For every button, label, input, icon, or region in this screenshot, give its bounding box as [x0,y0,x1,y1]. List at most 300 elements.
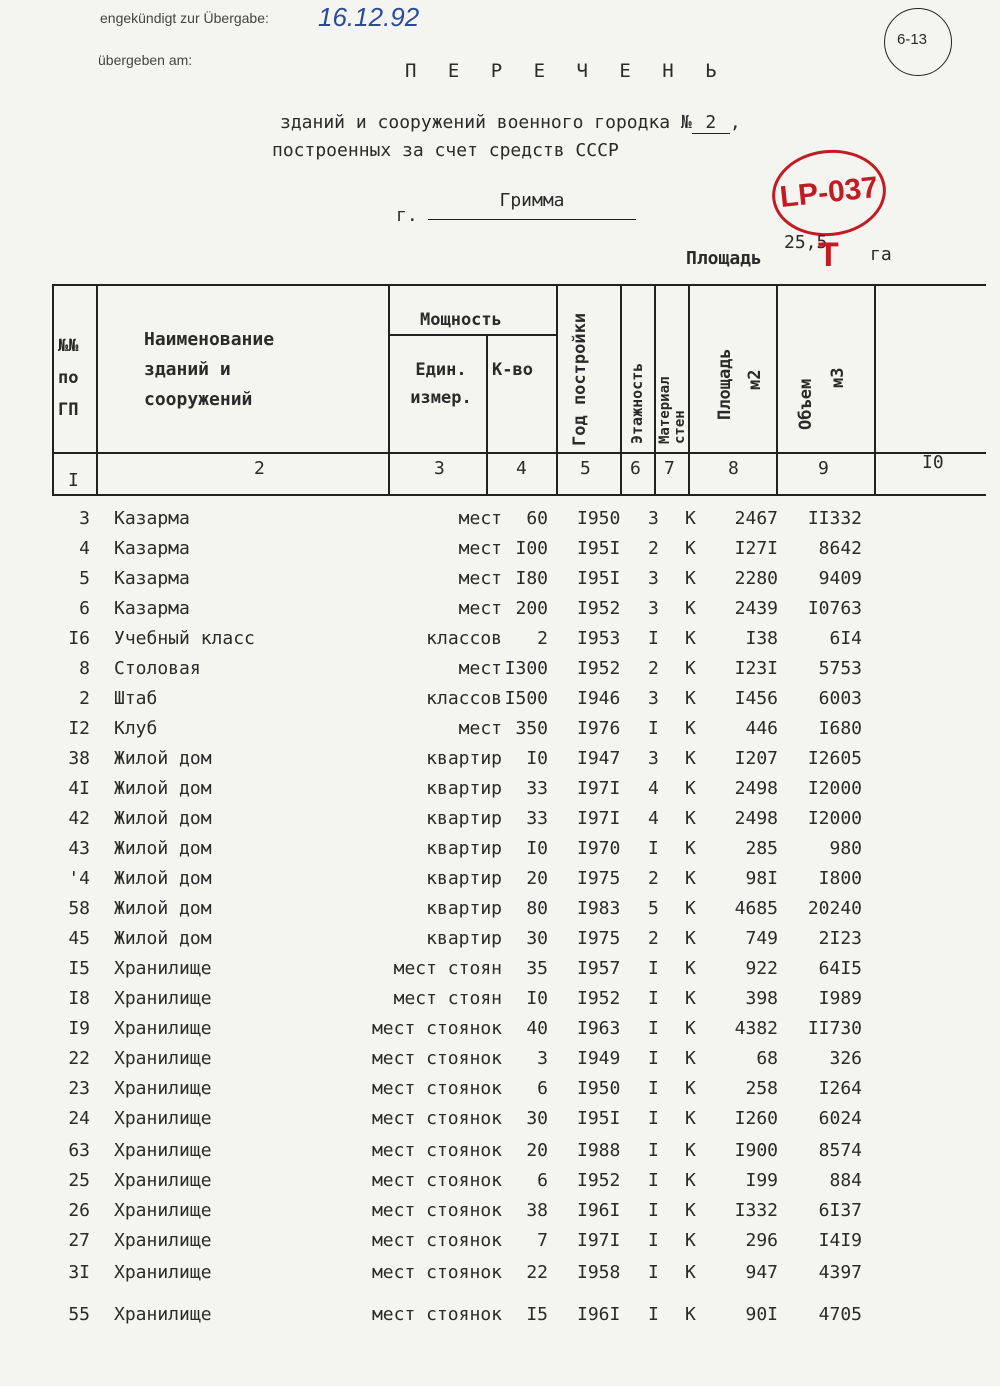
cell-num: I8 [68,988,90,1009]
cell-qty: 7 [537,1230,548,1251]
header-qty: К-во [492,360,533,380]
cell-mat: К [685,1108,696,1129]
cell-area: I38 [745,628,778,649]
cell-mat: К [685,538,696,559]
cell-volume: 20240 [807,898,862,919]
cell-unit: мест [458,508,502,529]
cell-volume: I2000 [807,808,862,829]
cell-unit: мест [458,598,502,619]
table-row [0,628,1000,656]
cell-area: 2280 [734,568,778,589]
cell-num: 43 [68,838,90,859]
cell-volume: I800 [818,868,862,889]
colnum-4: 4 [516,458,527,479]
table-row [0,748,1000,776]
cell-unit: квартир [426,778,502,799]
cell-mat: К [685,1230,696,1251]
table-row [0,1018,1000,1046]
cell-mat: К [685,1170,696,1191]
cell-num: 42 [68,808,90,829]
header-unit-1: Един. [415,360,467,380]
cell-volume: 8642 [818,538,862,559]
cell-qty: 6 [537,1078,548,1099]
cell-area: I27I [734,538,778,559]
cell-floors: 5 [648,898,659,919]
table-row [0,688,1000,716]
red-mark: Т [818,236,839,274]
header-num-3: ГП [58,400,79,420]
cell-mat: К [685,628,696,649]
cell-year: I96I [577,1304,621,1325]
cell-mat: К [685,958,696,979]
cell-floors: I [648,1048,659,1069]
cell-num: '4 [68,868,90,889]
cell-qty: I80 [515,568,548,589]
header-area [710,348,770,420]
cell-floors: 3 [648,568,659,589]
cell-unit: мест стоянок [371,1140,502,1161]
cell-mat: К [685,988,696,1009]
cell-num: 4 [79,538,90,559]
cell-num: 24 [68,1108,90,1129]
cell-year: I949 [577,1048,621,1069]
cell-floors: I [648,1230,659,1251]
cell-unit: квартир [426,748,502,769]
cell-volume: 4705 [818,1304,862,1325]
table-row [0,1140,1000,1168]
colnum-7: 7 [664,458,675,479]
table-row [0,1200,1000,1228]
cell-volume: I2605 [807,748,862,769]
cell-volume: I2000 [807,778,862,799]
cell-year: I947 [577,748,621,769]
cell-volume: 6I4 [829,628,862,649]
cell-volume: 326 [829,1048,862,1069]
cell-qty: 200 [515,598,548,619]
colnum-8: 8 [728,458,739,479]
cell-num: 26 [68,1200,90,1221]
cell-year: I96I [577,1200,621,1221]
cell-unit: мест стоян [393,958,502,979]
cell-qty: 33 [526,778,548,799]
colnum-3: 3 [434,458,445,479]
col-line-3 [486,334,488,496]
cell-area: 2498 [734,778,778,799]
reference-circle [884,8,952,76]
cell-mat: К [685,868,696,889]
cell-mat: К [685,508,696,529]
table-row [0,1304,1000,1332]
cell-year: I97I [577,808,621,829]
cell-num: I2 [68,718,90,739]
cell-floors: I [648,1304,659,1325]
col-line-7 [688,284,690,496]
cell-unit: мест стоянок [371,1018,502,1039]
cell-area: I99 [745,1170,778,1191]
cell-name: Хранилище [114,958,212,979]
cell-name: Штаб [114,688,158,709]
cell-name: Хранилище [114,1200,212,1221]
cell-qty: 20 [526,868,548,889]
cell-qty: I0 [526,988,548,1009]
table-row [0,1048,1000,1076]
cell-year: I958 [577,1262,621,1283]
cell-qty: 20 [526,1140,548,1161]
cell-floors: I [648,1200,659,1221]
cell-volume: I0763 [807,598,862,619]
cell-floors: 2 [648,538,659,559]
table-row [0,928,1000,956]
table-row [0,1230,1000,1258]
header-num-2: по [58,368,79,388]
colnum-10: I0 [922,452,944,473]
cell-mat: К [685,1048,696,1069]
cell-unit: квартир [426,898,502,919]
cell-qty: I5 [526,1304,548,1325]
cell-qty: 22 [526,1262,548,1283]
table-row [0,958,1000,986]
cell-mat: К [685,1018,696,1039]
cell-unit: мест стоянок [371,1262,502,1283]
cell-year: I95I [577,538,621,559]
table-row [0,538,1000,566]
colnum-9: 9 [818,458,829,479]
cell-year: I975 [577,868,621,889]
reference-number: 6-13 [897,31,928,48]
cell-floors: 4 [648,778,659,799]
cell-unit: квартир [426,928,502,949]
cell-qty: 60 [526,508,548,529]
cell-volume: 6003 [818,688,862,709]
cell-floors: I [648,1078,659,1099]
cell-year: I95I [577,1108,621,1129]
cell-num: 45 [68,928,90,949]
table-row [0,598,1000,626]
col-line-9 [874,284,876,496]
cell-name: Столовая [114,658,201,679]
cell-mat: К [685,688,696,709]
cell-mat: К [685,598,696,619]
cell-year: I952 [577,1170,621,1191]
cell-name: Жилой дом [114,778,212,799]
cell-year: I950 [577,508,621,529]
table-row [0,718,1000,746]
table-row [0,658,1000,686]
subtitle-line-1 [280,112,741,134]
cell-area: 4382 [734,1018,778,1039]
cell-floors: 3 [648,688,659,709]
cell-floors: I [648,718,659,739]
cell-year: I957 [577,958,621,979]
announced-date: 16.12.92 [318,2,420,32]
cell-num: 6 [79,598,90,619]
cell-area: 285 [745,838,778,859]
header-volume [790,368,854,430]
cell-volume: I4I9 [818,1230,862,1251]
cell-mat: К [685,898,696,919]
cell-volume: 64I5 [818,958,862,979]
cell-qty: I300 [504,658,548,679]
cell-name: Казарма [114,598,190,619]
cell-area: 922 [745,958,778,979]
header-material [658,377,688,444]
cell-year: I988 [577,1140,621,1161]
cell-volume: I989 [818,988,862,1009]
cell-name: Жилой дом [114,898,212,919]
cell-area: I260 [734,1108,778,1129]
cell-unit: мест стоян [393,988,502,1009]
header-name-3: сооружений [144,389,253,410]
area-unit: га [870,244,892,265]
cell-name: Хранилище [114,1304,212,1325]
table-row [0,868,1000,896]
cell-floors: 3 [648,598,659,619]
col-line-0 [52,284,54,496]
cell-qty: 33 [526,808,548,829]
cell-floors: 3 [648,748,659,769]
header-name-1: Наименование [144,329,275,350]
cell-year: I95I [577,568,621,589]
cell-floors: 2 [648,928,659,949]
cell-qty: I00 [515,538,548,559]
cell-qty: 80 [526,898,548,919]
cell-unit: квартир [426,868,502,889]
cell-floors: 4 [648,808,659,829]
cell-volume: I264 [818,1078,862,1099]
cell-num: 8 [79,658,90,679]
cell-name: Хранилище [114,1230,212,1251]
cell-name: Хранилище [114,988,212,1009]
cell-volume: 9409 [818,568,862,589]
handed-label: übergeben am: [98,52,193,68]
cell-name: Хранилище [114,1078,212,1099]
table-row [0,778,1000,806]
subtitle-comma: , [729,112,741,133]
cell-area: 2439 [734,598,778,619]
cell-qty: I0 [526,748,548,769]
cell-num: 58 [68,898,90,919]
header-name-2: зданий и [144,359,231,380]
cell-mat: К [685,1262,696,1283]
cell-name: Жилой дом [114,808,212,829]
cell-volume: 8574 [818,1140,862,1161]
cell-num: I9 [68,1018,90,1039]
cell-mat: К [685,568,696,589]
colnum-6: 6 [630,458,641,479]
cell-unit: мест стоянок [371,1230,502,1251]
subtitle-line-2: построенных за счет средств СССР [272,140,619,161]
cell-area: 68 [756,1048,778,1069]
cell-unit: мест стоянок [371,1304,502,1325]
cell-name: Хранилище [114,1108,212,1129]
header-year: Год постройки [570,312,590,446]
area-label: Площадь [686,248,762,269]
cell-volume: II332 [807,508,862,529]
header-unit [398,356,484,412]
cell-qty: I0 [526,838,548,859]
cell-volume: 6024 [818,1108,862,1129]
cell-floors: I [648,1140,659,1161]
cell-qty: 2 [537,628,548,649]
cell-year: I97I [577,778,621,799]
cell-num: 55 [68,1304,90,1325]
cell-volume: 4397 [818,1262,862,1283]
cell-volume: 884 [829,1170,862,1191]
header-power: Мощность [420,310,502,330]
cell-floors: I [648,1108,659,1129]
header-num [58,330,78,426]
cell-qty: 35 [526,958,548,979]
cell-year: I97I [577,1230,621,1251]
cell-area: 296 [745,1230,778,1251]
cell-name: Хранилище [114,1140,212,1161]
colnum-2: 2 [254,458,265,479]
cell-area: 90I [745,1304,778,1325]
cell-num: I6 [68,628,90,649]
cell-unit: мест стоянок [371,1170,502,1191]
cell-unit: мест [458,658,502,679]
cell-qty: 3 [537,1048,548,1069]
cell-num: 25 [68,1170,90,1191]
cell-qty: 38 [526,1200,548,1221]
col-line-2 [388,284,390,496]
cell-name: Жилой дом [114,928,212,949]
cell-unit: мест [458,568,502,589]
table-row [0,1170,1000,1198]
cell-name: Хранилище [114,1170,212,1191]
cell-floors: I [648,1170,659,1191]
subtitle-text: зданий и сооружений военного городка № [280,112,692,133]
col-line-4 [556,284,558,496]
cell-unit: мест [458,718,502,739]
cell-num: I5 [68,958,90,979]
cell-floors: I [648,958,659,979]
cell-mat: К [685,1304,696,1325]
cell-volume: 980 [829,838,862,859]
document-title: П Е Р Е Ч Е Н Ь [405,60,727,82]
cell-unit: мест стоянок [371,1048,502,1069]
cell-mat: К [685,1078,696,1099]
header-name [144,325,274,415]
cell-mat: К [685,718,696,739]
col-line-5 [620,284,622,496]
cell-num: 22 [68,1048,90,1069]
cell-mat: К [685,1140,696,1161]
cell-qty: 30 [526,1108,548,1129]
header-unit-2: измер. [410,388,472,408]
cell-year: I983 [577,898,621,919]
cell-qty: I500 [504,688,548,709]
cell-area: I332 [734,1200,778,1221]
gorodok-number: 2 [692,112,730,134]
col-line-6 [654,284,656,496]
cell-area: I23I [734,658,778,679]
cell-name: Жилой дом [114,748,212,769]
header-volume-2: м3 [828,367,848,388]
cell-num: 2 [79,688,90,709]
cell-unit: квартир [426,808,502,829]
cell-year: I952 [577,598,621,619]
cell-year: I952 [577,658,621,679]
cell-name: Казарма [114,538,190,559]
cell-name: Хранилище [114,1262,212,1283]
cell-num: 63 [68,1140,90,1161]
table-row [0,508,1000,536]
cell-area: 2498 [734,808,778,829]
cell-name: Клуб [114,718,158,739]
header-material-2: стен [672,410,688,444]
table-row [0,1108,1000,1136]
cell-floors: I [648,838,659,859]
cell-qty: 30 [526,928,548,949]
cell-name: Жилой дом [114,838,212,859]
cell-year: I975 [577,928,621,949]
header-num-1: №№ [58,336,79,356]
cell-year: I970 [577,838,621,859]
cell-floors: 3 [648,508,659,529]
header-area-1: Площадь [715,348,735,420]
cell-floors: I [648,988,659,1009]
cell-mat: К [685,658,696,679]
cell-name: Хранилище [114,1018,212,1039]
city-label: г. [396,205,418,226]
cell-qty: 6 [537,1170,548,1191]
cell-num: 3 [79,508,90,529]
col-line-1 [96,284,98,496]
cell-volume: II730 [807,1018,862,1039]
cell-volume: 6I37 [818,1200,862,1221]
table-row [0,568,1000,596]
cell-unit: мест стоянок [371,1078,502,1099]
city-name: Гримма [428,190,636,220]
header-floors: Этажность [628,362,646,444]
colnum-bottom-border [52,494,986,496]
cell-num: 23 [68,1078,90,1099]
area-value: 25,5 [784,232,828,253]
cell-volume: I680 [818,718,862,739]
cell-num: 3I [68,1262,90,1283]
cell-area: I207 [734,748,778,769]
cell-area: 2467 [734,508,778,529]
cell-area: 749 [745,928,778,949]
cell-name: Жилой дом [114,868,212,889]
cell-year: I952 [577,988,621,1009]
cell-num: 4I [68,778,90,799]
cell-unit: мест стоянок [371,1108,502,1129]
cell-qty: 350 [515,718,548,739]
cell-name: Казарма [114,568,190,589]
cell-area: 98I [745,868,778,889]
cell-floors: 2 [648,868,659,889]
table-row [0,838,1000,866]
cell-mat: К [685,838,696,859]
cell-floors: I [648,628,659,649]
header-volume-1: Объем [796,378,816,430]
cell-area: 4685 [734,898,778,919]
cell-year: I946 [577,688,621,709]
cell-num: 38 [68,748,90,769]
cell-mat: К [685,1200,696,1221]
colnum-1: I [68,470,79,491]
col-line-8 [776,284,778,496]
cell-area: 446 [745,718,778,739]
cell-area: 398 [745,988,778,1009]
header-material-1: Материал [657,376,673,444]
power-divider [388,334,558,336]
cell-floors: 2 [648,658,659,679]
cell-area: I456 [734,688,778,709]
table-top-border [52,284,986,286]
